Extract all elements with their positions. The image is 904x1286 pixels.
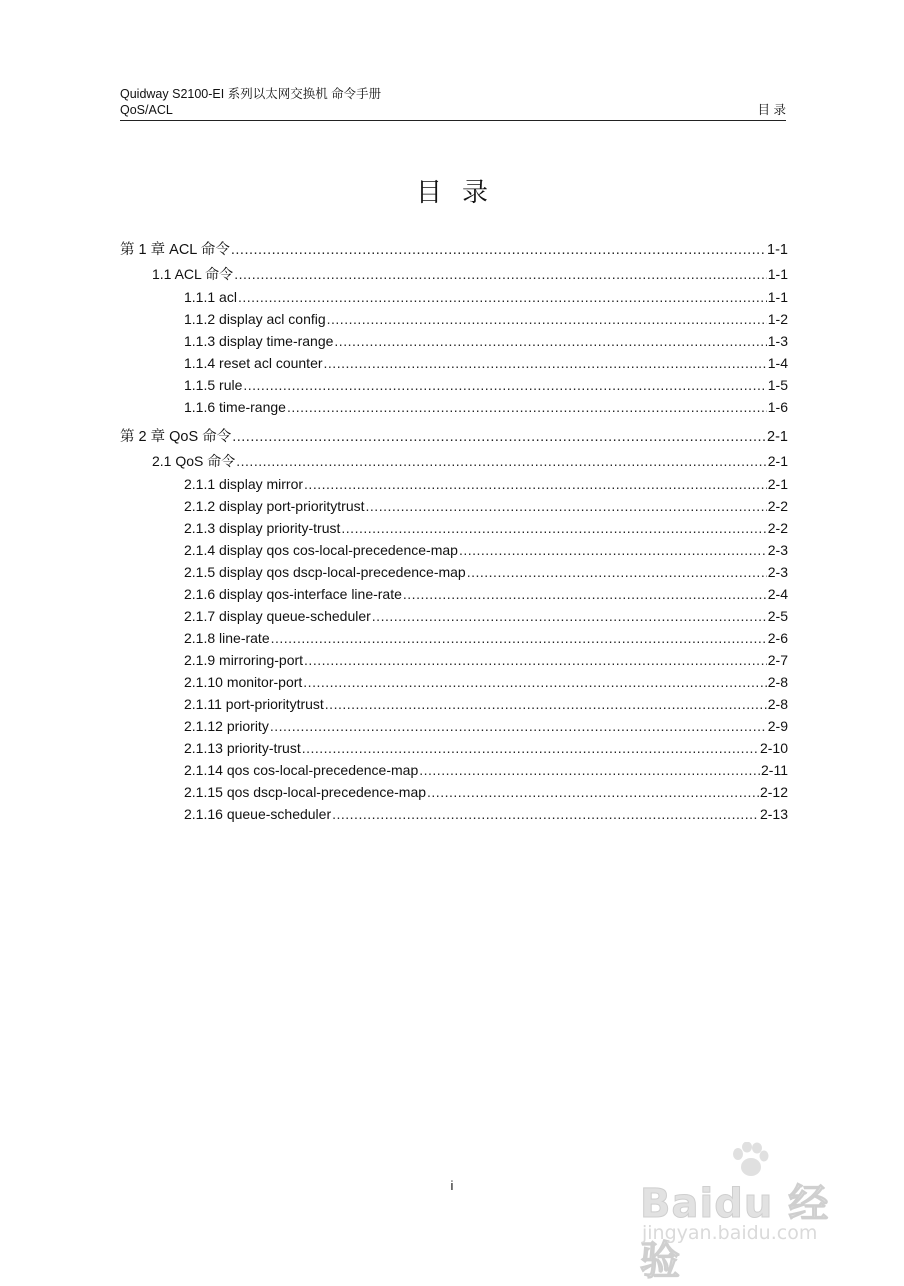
toc-entry[interactable]	[120, 693, 788, 715]
toc-entry[interactable]	[120, 495, 788, 517]
toc-entry[interactable]	[120, 308, 788, 330]
toc-entry[interactable]	[120, 352, 788, 374]
toc-dot-leader	[459, 539, 767, 561]
toc-entry[interactable]	[120, 425, 788, 447]
toc-entry-label[interactable]: 1.1.5 rule	[184, 377, 243, 393]
toc-entry-page[interactable]: 2-4	[767, 586, 788, 602]
toc-entry[interactable]	[120, 238, 788, 260]
toc-entry-label[interactable]: 1.1.1 acl	[184, 289, 237, 305]
toc-entry-label[interactable]: 1.1.6 time-range	[184, 399, 286, 415]
toc-entry-page[interactable]: 1-1	[767, 266, 788, 282]
toc-entry-page[interactable]: 1-4	[767, 355, 788, 371]
watermark	[640, 1142, 860, 1284]
toc-entry-label[interactable]: 2.1.2 display port-prioritytrust	[184, 498, 365, 514]
toc-entry[interactable]	[120, 781, 788, 803]
toc-dot-leader	[287, 396, 767, 418]
toc-entry[interactable]	[120, 561, 788, 583]
toc-dot-leader	[366, 495, 767, 517]
toc-entry-page[interactable]: 2-2	[767, 520, 788, 536]
toc-entry-label[interactable]: 2.1.8 line-rate	[184, 630, 270, 646]
header-doc-title: Quidway S2100-EI 系列以太网交换机 命令手册	[120, 87, 382, 101]
toc-dot-leader	[302, 737, 759, 759]
toc-entry-page[interactable]: 2-5	[767, 608, 788, 624]
toc-entry-label[interactable]: 2.1.7 display queue-scheduler	[184, 608, 371, 624]
toc-entry-label[interactable]: 2.1.3 display priority-trust	[184, 520, 341, 536]
toc-entry[interactable]	[120, 330, 788, 352]
toc-dot-leader	[332, 803, 759, 825]
toc-dot-leader	[372, 605, 767, 627]
toc-entry-page[interactable]: 2-8	[767, 674, 788, 690]
watermark-url: jingyan.baidu.com	[642, 1222, 818, 1244]
toc-dot-leader	[234, 262, 767, 286]
toc-entry-page[interactable]: 2-9	[767, 718, 788, 734]
toc-entry-label[interactable]: 1.1.2 display acl config	[184, 311, 326, 327]
toc-entry-page[interactable]: 1-1	[767, 289, 788, 305]
toc-entry-page[interactable]: 2-12	[759, 784, 788, 800]
toc-entry-page[interactable]: 1-1	[767, 242, 788, 258]
toc-entry[interactable]	[120, 286, 788, 308]
toc-entry-label[interactable]: 2.1.14 qos cos-local-precedence-map	[184, 762, 419, 778]
toc-entry[interactable]	[120, 803, 788, 825]
toc-dot-leader	[243, 374, 766, 396]
toc-entry-label[interactable]: 2.1.6 display qos-interface line-rate	[184, 586, 402, 602]
header-rule	[120, 120, 786, 121]
toc-dot-leader	[467, 561, 767, 583]
toc-entry-page[interactable]: 2-8	[767, 696, 788, 712]
toc-entry-page[interactable]: 2-1	[767, 476, 788, 492]
toc-entry[interactable]	[120, 671, 788, 693]
page-title: 目录	[415, 178, 508, 208]
toc-entry-label[interactable]: 2.1.5 display qos dscp-local-precedence-map	[184, 564, 466, 580]
table-of-contents	[120, 238, 788, 825]
toc-entry[interactable]	[120, 737, 788, 759]
toc-dot-leader	[325, 693, 767, 715]
toc-dot-leader	[324, 352, 767, 374]
toc-entry-label[interactable]: 2.1.10 monitor-port	[184, 674, 303, 690]
toc-entry-page[interactable]: 1-3	[767, 333, 788, 349]
toc-entry[interactable]	[120, 449, 788, 473]
toc-entry-label[interactable]: 2.1.15 qos dscp-local-precedence-map	[184, 784, 427, 800]
toc-entry[interactable]	[120, 517, 788, 539]
toc-entry-label[interactable]: 2.1.4 display qos cos-local-precedence-map	[184, 542, 458, 558]
toc-entry-label[interactable]: 2.1.13 priority-trust	[184, 740, 301, 756]
toc-entry-page[interactable]: 2-1	[767, 429, 788, 445]
toc-dot-leader	[419, 759, 760, 781]
toc-dot-leader	[427, 781, 759, 803]
toc-entry-label[interactable]: 2.1.16 queue-scheduler	[184, 806, 332, 822]
toc-entry-page[interactable]: 2-2	[767, 498, 788, 514]
toc-entry[interactable]	[120, 262, 788, 286]
toc-dot-leader	[304, 473, 767, 495]
toc-entry-page[interactable]: 2-3	[767, 542, 788, 558]
toc-entry-label[interactable]: 1.1.3 display time-range	[184, 333, 334, 349]
toc-entry-label[interactable]: 1.1.4 reset acl counter	[184, 355, 323, 371]
toc-entry[interactable]	[120, 715, 788, 737]
toc-dot-leader	[271, 627, 767, 649]
toc-entry[interactable]	[120, 396, 788, 418]
toc-entry-label[interactable]: 1.1 ACL 命令	[152, 266, 234, 282]
toc-entry-label[interactable]: 第 1 章 ACL 命令	[120, 242, 230, 258]
toc-entry-page[interactable]: 2-10	[759, 740, 788, 756]
toc-dot-leader	[304, 649, 767, 671]
toc-dot-leader	[403, 583, 767, 605]
toc-entry-label[interactable]: 2.1.11 port-prioritytrust	[184, 696, 324, 712]
header-chapter-label: 目 录	[757, 103, 786, 117]
toc-entry[interactable]	[120, 605, 788, 627]
toc-dot-leader	[341, 517, 766, 539]
toc-entry[interactable]	[120, 627, 788, 649]
toc-entry-page[interactable]: 2-6	[767, 630, 788, 646]
toc-entry[interactable]	[120, 583, 788, 605]
toc-entry[interactable]	[120, 473, 788, 495]
toc-dot-leader	[270, 715, 767, 737]
toc-entry-page[interactable]: 2-11	[761, 762, 788, 778]
toc-dot-leader	[238, 286, 767, 308]
toc-entry[interactable]	[120, 759, 788, 781]
toc-entry-page[interactable]: 1-6	[767, 399, 788, 415]
page-number: i	[450, 1178, 454, 1193]
page-header	[120, 86, 786, 121]
toc-dot-leader	[236, 449, 767, 473]
toc-entry-page[interactable]: 2-13	[759, 806, 788, 822]
toc-entry-label[interactable]: 2.1.1 display mirror	[184, 476, 304, 492]
header-row	[120, 102, 786, 118]
toc-entry-page[interactable]: 2-3	[767, 564, 788, 580]
toc-entry[interactable]	[120, 539, 788, 561]
toc-entry-page[interactable]: 1-2	[767, 311, 788, 327]
toc-entry-label[interactable]: 2.1.12 priority	[184, 718, 269, 734]
header-section: QoS/ACL	[120, 103, 173, 117]
toc-entry-page[interactable]: 1-5	[767, 377, 788, 393]
toc-dot-leader	[327, 308, 767, 330]
toc-entry-label[interactable]: 第 2 章 QoS 命令	[120, 429, 232, 445]
toc-entry-page[interactable]: 2-1	[767, 453, 788, 469]
toc-entry-page[interactable]: 2-7	[767, 652, 788, 668]
watermark-brand: Baidu 经验	[640, 1181, 830, 1284]
toc-entry-label[interactable]: 2.1.9 mirroring-port	[184, 652, 304, 668]
toc-dot-leader	[232, 429, 766, 445]
toc-dot-leader	[303, 671, 766, 693]
toc-entry[interactable]	[120, 374, 788, 396]
toc-entry[interactable]	[120, 649, 788, 671]
toc-dot-leader	[334, 330, 766, 352]
toc-dot-leader	[231, 242, 766, 258]
toc-entry-label[interactable]: 2.1 QoS 命令	[152, 453, 236, 469]
